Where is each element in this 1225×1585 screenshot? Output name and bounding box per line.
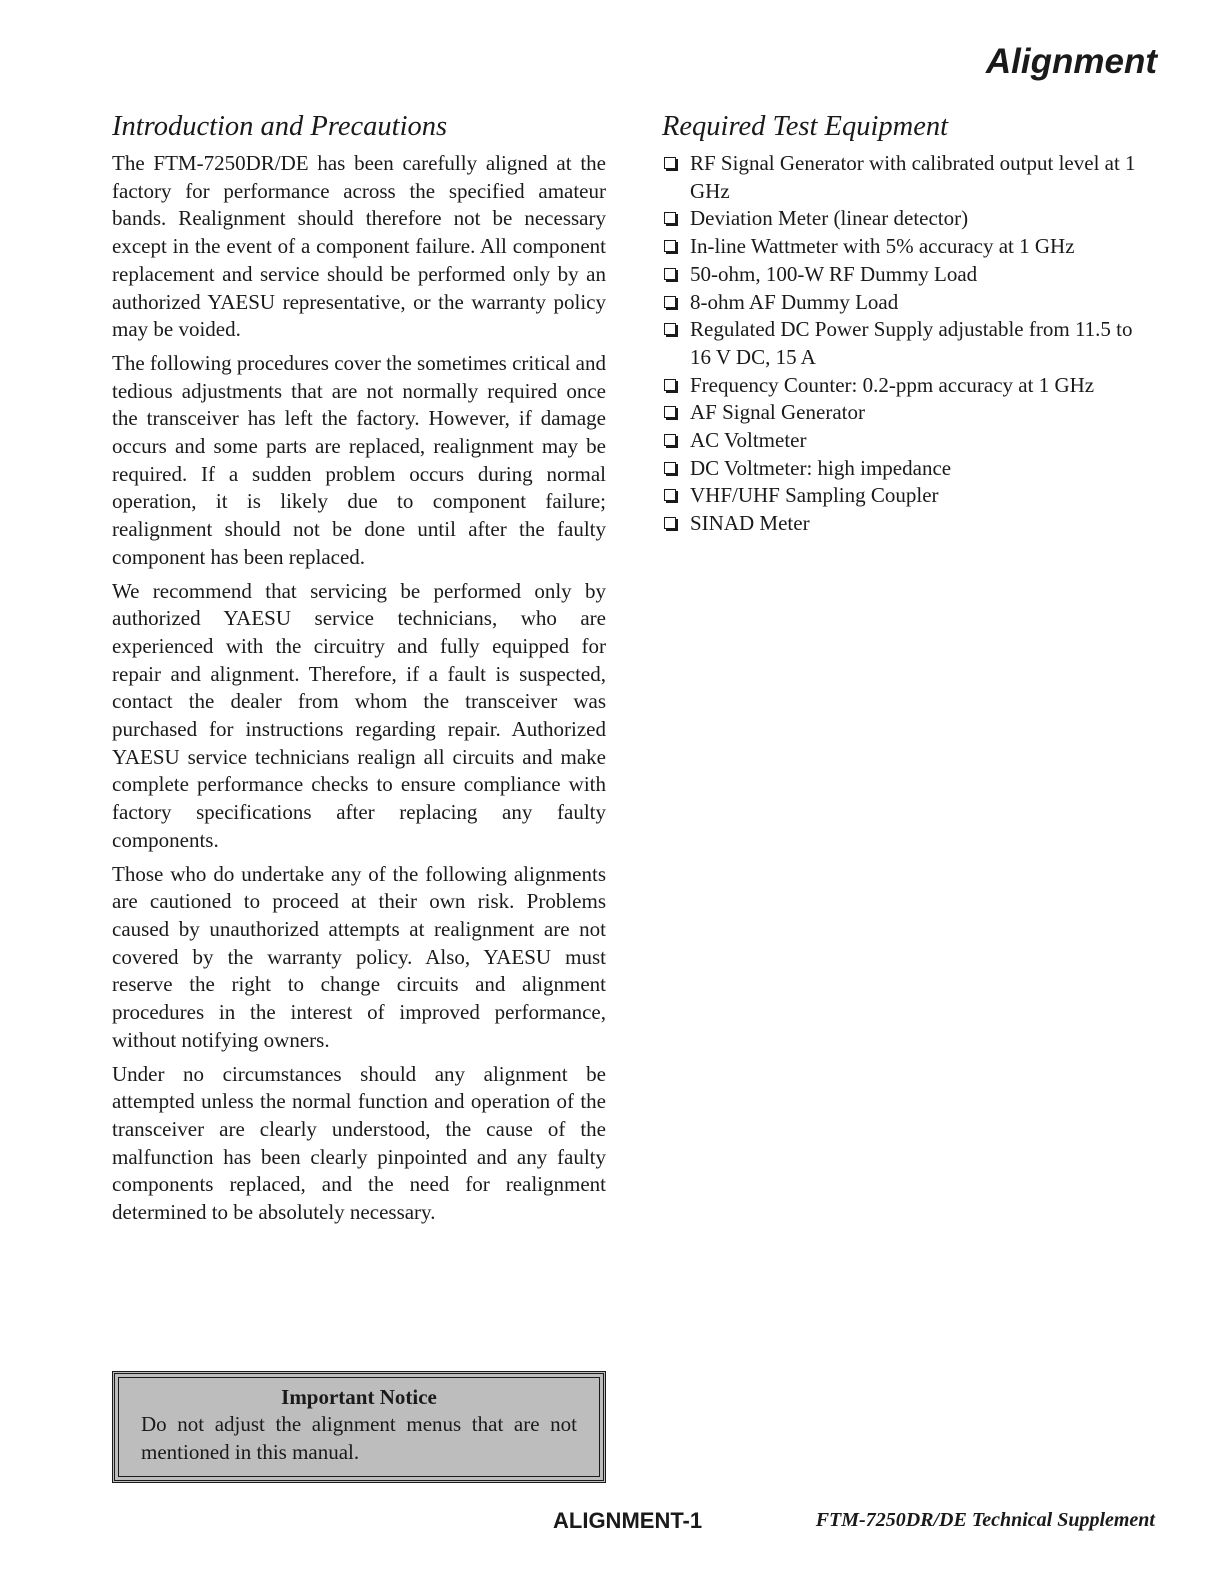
equipment-item-label: DC Voltmeter: high impedance bbox=[690, 455, 952, 480]
intro-paragraph: Under no circumstances should any alignment be attempted unless the normal function and operation of the transceiver are clearly understood, the cause of the malfunction has been clearly pinpointed and any faulty components replaced, and the need for realignment determined to be absolutely necessary. bbox=[112, 1061, 606, 1225]
equipment-item-label: 8-ohm AF Dummy Load bbox=[690, 289, 899, 314]
intro-paragraph: We recommend that servicing be performed only by authorized YAESU service technicians, who are experienced with the circuitry and fully equipped for repair and alignment. Therefore, if a fault is suspected, contact the dealer from whom the transceiver was purchased for instructions regarding repair. Authorized YAESU service technicians realign all circuits and make complete performance checks to ensure compliance with factory specifications after replacing any faulty components. bbox=[112, 578, 606, 852]
equipment-item-label: AC Voltmeter bbox=[690, 428, 807, 453]
checkbox-icon bbox=[664, 296, 676, 308]
equipment-item bbox=[662, 233, 1158, 261]
equipment-item bbox=[662, 289, 1158, 317]
equipment-item-label: 50-ohm, 100-W RF Dummy Load bbox=[690, 261, 978, 286]
intro-section bbox=[112, 108, 606, 1233]
equipment-item bbox=[662, 482, 1158, 510]
intro-paragraph: The following procedures cover the sometimes critical and tedious adjustments that are not normally required once the transceiver has left the factory. However, if damage occurs and some parts are replaced, realignment may be required. If a sudden problem occurs during normal operation, it is likely due to component failure; realignment should not be done until after the faulty component has been replaced. bbox=[112, 350, 606, 569]
checkbox-icon bbox=[664, 489, 676, 501]
equipment-item-label: AF Signal Generator bbox=[690, 400, 865, 425]
equipment-item-label: SINAD Meter bbox=[690, 511, 810, 536]
equipment-list bbox=[662, 150, 1158, 538]
equipment-item-label: Regulated DC Power Supply adjustable from 11.5 to 16 V DC, 15 A bbox=[690, 317, 1133, 369]
checkbox-icon bbox=[664, 268, 676, 280]
checkbox-icon bbox=[664, 157, 676, 169]
equipment-item bbox=[662, 205, 1158, 233]
checkbox-icon bbox=[664, 212, 676, 224]
footer-page-number: ALIGNMENT-1 bbox=[553, 1508, 703, 1533]
equipment-heading: Required Test Equipment bbox=[662, 111, 949, 142]
important-notice-box bbox=[112, 1371, 606, 1483]
checkbox-icon bbox=[664, 406, 676, 418]
checkbox-icon bbox=[664, 240, 676, 252]
equipment-item bbox=[662, 150, 1158, 205]
equipment-item bbox=[662, 316, 1158, 371]
equipment-item bbox=[662, 510, 1158, 538]
checkbox-icon bbox=[664, 434, 676, 446]
equipment-item-label: VHF/UHF Sampling Coupler bbox=[690, 483, 939, 508]
equipment-item-label: RF Signal Generator with calibrated output level at 1 GHz bbox=[690, 151, 1136, 203]
equipment-item bbox=[662, 372, 1158, 400]
intro-paragraph: Those who do undertake any of the following alignments are cautioned to proceed at their own risk. Problems caused by unauthorized attempts at realignment are not covered by the warranty policy. Also, YAESU must reserve the right to change circuits and alignment procedures in the interest of improved performance, without notifying owners. bbox=[112, 861, 606, 1052]
equipment-item bbox=[662, 427, 1158, 455]
notice-text: Do not adjust the alignment menus that are not mentioned in this manual. bbox=[141, 1412, 577, 1464]
equipment-section bbox=[662, 108, 1158, 538]
equipment-item-label: In-line Wattmeter with 5% accuracy at 1 GHz bbox=[690, 234, 1075, 259]
equipment-item-label: Deviation Meter (linear detector) bbox=[690, 206, 969, 231]
intro-heading: Introduction and Precautions bbox=[112, 111, 448, 142]
checkbox-icon bbox=[664, 462, 676, 474]
equipment-item bbox=[662, 399, 1158, 427]
intro-paragraph: The FTM-7250DR/DE has been carefully aligned at the factory for performance across the specified amateur bands. Realignment should therefore not be necessary except in the event of a component failure. All component replacement and service should be performed only by an authorized YAESU representative, or the warranty policy may be voided. bbox=[112, 151, 606, 342]
page-title: Alignment bbox=[985, 42, 1157, 81]
equipment-item bbox=[662, 261, 1158, 289]
notice-title: Important Notice bbox=[281, 1385, 437, 1409]
checkbox-icon bbox=[664, 517, 676, 529]
footer-document-title: FTM-7250DR/DE Technical Supplement bbox=[815, 1509, 1155, 1531]
equipment-item bbox=[662, 455, 1158, 483]
checkbox-icon bbox=[664, 379, 676, 391]
checkbox-icon bbox=[664, 323, 676, 335]
equipment-item-label: Frequency Counter: 0.2-ppm accuracy at 1 GHz bbox=[690, 372, 1095, 397]
